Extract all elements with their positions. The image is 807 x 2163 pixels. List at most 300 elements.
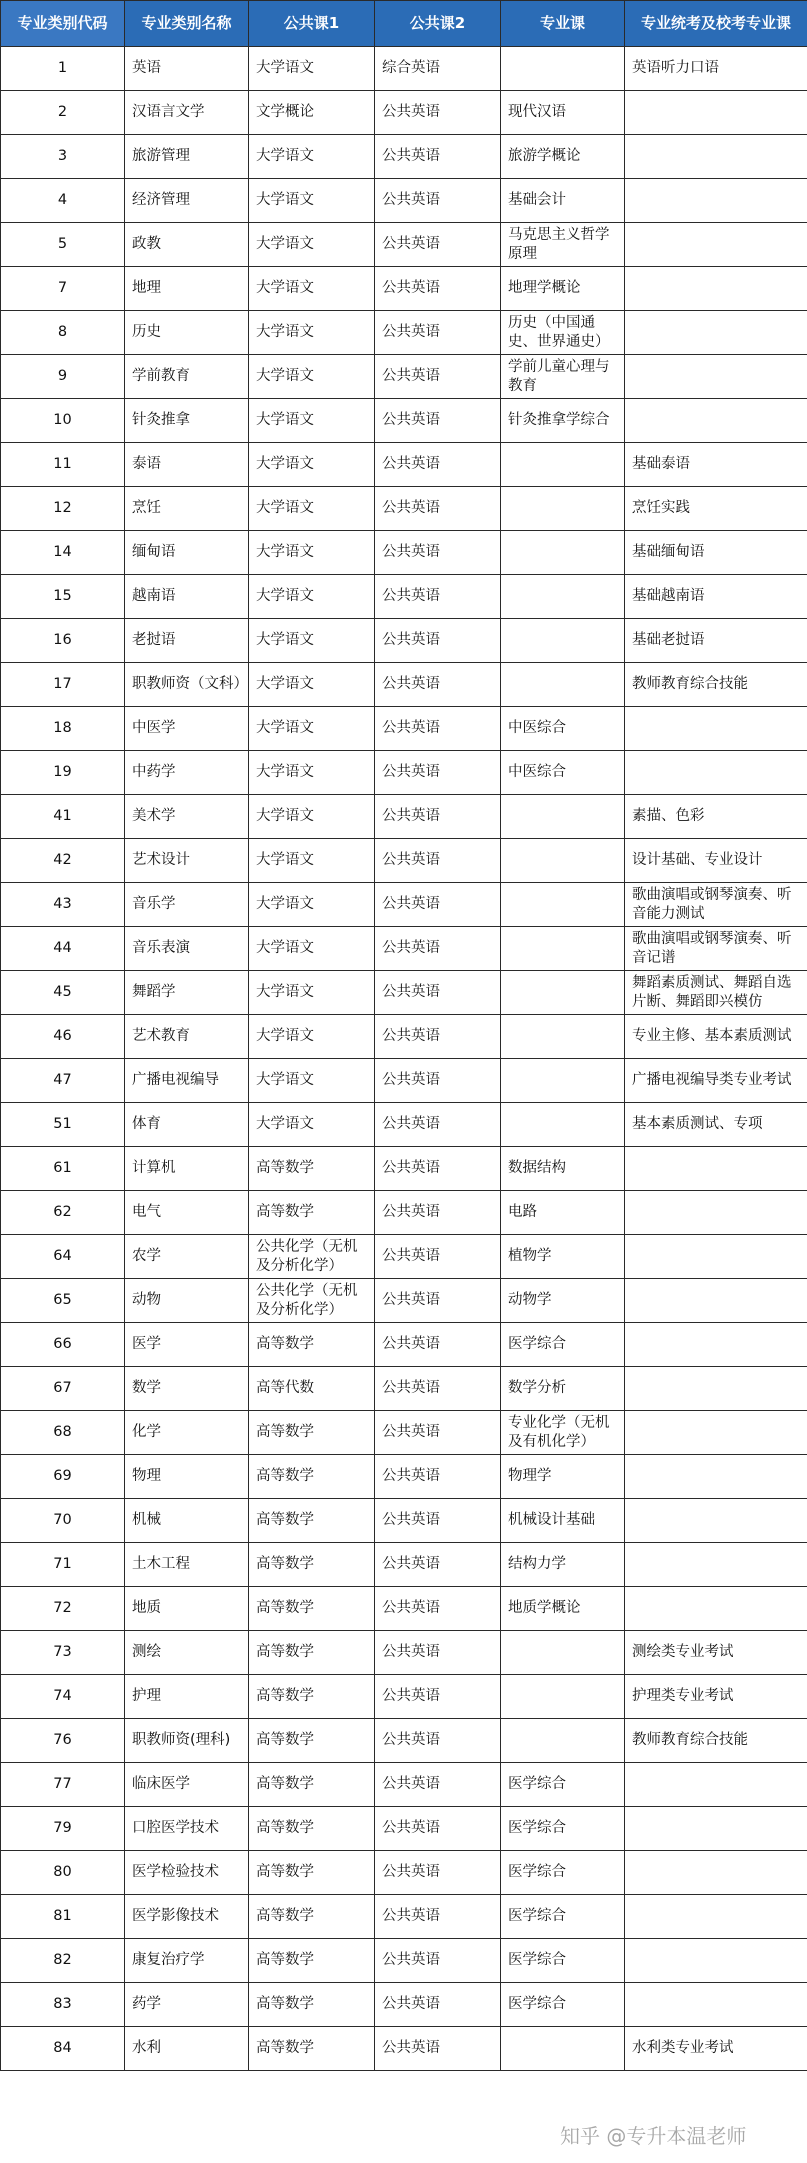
cell-public-2: 公共英语 xyxy=(375,91,501,135)
cell-code: 73 xyxy=(1,1631,125,1675)
cell-name: 地质 xyxy=(125,1587,249,1631)
cell-public-2: 公共英语 xyxy=(375,883,501,927)
cell-public-1: 高等数学 xyxy=(249,1939,375,1983)
cell-name: 烹饪 xyxy=(125,487,249,531)
cell-public-2: 公共英语 xyxy=(375,399,501,443)
header-unified-exam-course: 专业统考及校考专业课 xyxy=(625,1,807,47)
table-row xyxy=(1,1367,807,1411)
table-row xyxy=(1,1235,807,1279)
table-row xyxy=(1,1543,807,1587)
table-row xyxy=(1,2027,807,2071)
cell-name: 美术学 xyxy=(125,795,249,839)
cell-major-course: 数学分析 xyxy=(501,1367,625,1411)
cell-major-course xyxy=(501,1059,625,1103)
cell-major-course: 医学综合 xyxy=(501,1939,625,1983)
cell-public-1: 高等代数 xyxy=(249,1367,375,1411)
table-row xyxy=(1,1147,807,1191)
cell-code: 11 xyxy=(1,443,125,487)
table-row xyxy=(1,311,807,355)
cell-major-course: 基础会计 xyxy=(501,179,625,223)
cell-public-2: 公共英语 xyxy=(375,1235,501,1279)
cell-public-1: 高等数学 xyxy=(249,1455,375,1499)
cell-code: 69 xyxy=(1,1455,125,1499)
cell-code: 4 xyxy=(1,179,125,223)
table-header xyxy=(1,1,807,47)
header-major-course: 专业课 xyxy=(501,1,625,47)
cell-code: 77 xyxy=(1,1763,125,1807)
cell-public-1: 大学语文 xyxy=(249,135,375,179)
cell-name: 医学检验技术 xyxy=(125,1851,249,1895)
cell-major-course: 物理学 xyxy=(501,1455,625,1499)
cell-name: 康复治疗学 xyxy=(125,1939,249,1983)
cell-name: 机械 xyxy=(125,1499,249,1543)
cell-public-1: 公共化学（无机及分析化学） xyxy=(249,1279,375,1323)
cell-name: 政教 xyxy=(125,223,249,267)
table-row xyxy=(1,1939,807,1983)
cell-name: 土木工程 xyxy=(125,1543,249,1587)
table-body xyxy=(1,47,807,2071)
cell-unified-exam: 基础泰语 xyxy=(625,443,807,487)
cell-public-1: 高等数学 xyxy=(249,1807,375,1851)
cell-code: 61 xyxy=(1,1147,125,1191)
cell-major-course: 医学综合 xyxy=(501,1323,625,1367)
cell-public-1: 大学语文 xyxy=(249,267,375,311)
cell-major-course: 马克思主义哲学原理 xyxy=(501,223,625,267)
cell-code: 7 xyxy=(1,267,125,311)
cell-public-2: 公共英语 xyxy=(375,575,501,619)
table-row xyxy=(1,575,807,619)
cell-unified-exam xyxy=(625,1147,807,1191)
cell-unified-exam xyxy=(625,1367,807,1411)
cell-major-course xyxy=(501,839,625,883)
cell-public-1: 大学语文 xyxy=(249,223,375,267)
cell-public-1: 大学语文 xyxy=(249,1059,375,1103)
cell-code: 74 xyxy=(1,1675,125,1719)
cell-code: 83 xyxy=(1,1983,125,2027)
cell-major-course xyxy=(501,531,625,575)
cell-unified-exam xyxy=(625,399,807,443)
table-row xyxy=(1,1851,807,1895)
cell-unified-exam xyxy=(625,1279,807,1323)
cell-public-1: 高等数学 xyxy=(249,1851,375,1895)
table-row xyxy=(1,751,807,795)
cell-major-course xyxy=(501,1631,625,1675)
cell-public-2: 公共英语 xyxy=(375,751,501,795)
cell-public-1: 高等数学 xyxy=(249,1895,375,1939)
table-row xyxy=(1,795,807,839)
cell-major-course xyxy=(501,883,625,927)
cell-public-2: 公共英语 xyxy=(375,1323,501,1367)
cell-name: 缅甸语 xyxy=(125,531,249,575)
cell-public-2: 公共英语 xyxy=(375,1279,501,1323)
cell-public-2: 公共英语 xyxy=(375,1455,501,1499)
table-row xyxy=(1,1455,807,1499)
cell-code: 15 xyxy=(1,575,125,619)
cell-public-1: 高等数学 xyxy=(249,1191,375,1235)
cell-major-course xyxy=(501,2027,625,2071)
table-row xyxy=(1,1763,807,1807)
cell-name: 泰语 xyxy=(125,443,249,487)
cell-public-2: 公共英语 xyxy=(375,2027,501,2071)
cell-public-1: 大学语文 xyxy=(249,751,375,795)
cell-name: 英语 xyxy=(125,47,249,91)
cell-public-2: 公共英语 xyxy=(375,1015,501,1059)
cell-code: 43 xyxy=(1,883,125,927)
cell-public-2: 公共英语 xyxy=(375,1367,501,1411)
cell-name: 音乐表演 xyxy=(125,927,249,971)
cell-unified-exam: 歌曲演唱或钢琴演奏、听音能力测试 xyxy=(625,883,807,927)
cell-code: 67 xyxy=(1,1367,125,1411)
cell-major-course xyxy=(501,1015,625,1059)
cell-major-course: 地质学概论 xyxy=(501,1587,625,1631)
cell-code: 19 xyxy=(1,751,125,795)
cell-unified-exam xyxy=(625,1587,807,1631)
cell-major-course: 地理学概论 xyxy=(501,267,625,311)
cell-public-1: 大学语文 xyxy=(249,179,375,223)
cell-major-course xyxy=(501,575,625,619)
cell-public-2: 公共英语 xyxy=(375,443,501,487)
cell-name: 职教师资(理科) xyxy=(125,1719,249,1763)
cell-public-1: 大学语文 xyxy=(249,1103,375,1147)
cell-public-1: 大学语文 xyxy=(249,795,375,839)
cell-name: 农学 xyxy=(125,1235,249,1279)
cell-unified-exam xyxy=(625,223,807,267)
cell-public-2: 公共英语 xyxy=(375,1499,501,1543)
cell-unified-exam xyxy=(625,1323,807,1367)
cell-public-1: 高等数学 xyxy=(249,2027,375,2071)
cell-public-2: 公共英语 xyxy=(375,355,501,399)
cell-public-2: 公共英语 xyxy=(375,1191,501,1235)
cell-major-course: 针灸推拿学综合 xyxy=(501,399,625,443)
cell-code: 46 xyxy=(1,1015,125,1059)
cell-public-1: 大学语文 xyxy=(249,663,375,707)
cell-unified-exam xyxy=(625,1851,807,1895)
cell-public-1: 大学语文 xyxy=(249,707,375,751)
table-row xyxy=(1,1411,807,1455)
cell-code: 1 xyxy=(1,47,125,91)
cell-public-2: 公共英语 xyxy=(375,707,501,751)
cell-name: 护理 xyxy=(125,1675,249,1719)
cell-name: 测绘 xyxy=(125,1631,249,1675)
cell-public-1: 大学语文 xyxy=(249,399,375,443)
cell-name: 体育 xyxy=(125,1103,249,1147)
header-major-code: 专业类别代码 xyxy=(1,1,125,47)
table-row xyxy=(1,135,807,179)
cell-name: 电气 xyxy=(125,1191,249,1235)
cell-name: 地理 xyxy=(125,267,249,311)
cell-unified-exam xyxy=(625,91,807,135)
table-row xyxy=(1,1279,807,1323)
cell-unified-exam: 基本素质测试、专项 xyxy=(625,1103,807,1147)
cell-unified-exam xyxy=(625,1191,807,1235)
cell-public-2: 公共英语 xyxy=(375,179,501,223)
cell-major-course xyxy=(501,971,625,1015)
cell-code: 47 xyxy=(1,1059,125,1103)
cell-code: 72 xyxy=(1,1587,125,1631)
cell-public-2: 公共英语 xyxy=(375,1543,501,1587)
cell-unified-exam: 广播电视编导类专业考试 xyxy=(625,1059,807,1103)
cell-public-2: 公共英语 xyxy=(375,795,501,839)
table-row xyxy=(1,1499,807,1543)
cell-unified-exam xyxy=(625,267,807,311)
table-row xyxy=(1,1587,807,1631)
cell-public-1: 文学概论 xyxy=(249,91,375,135)
cell-public-2: 公共英语 xyxy=(375,1411,501,1455)
cell-public-1: 大学语文 xyxy=(249,883,375,927)
table-row xyxy=(1,531,807,575)
cell-name: 化学 xyxy=(125,1411,249,1455)
cell-major-course: 现代汉语 xyxy=(501,91,625,135)
cell-code: 14 xyxy=(1,531,125,575)
cell-public-1: 大学语文 xyxy=(249,971,375,1015)
cell-unified-exam: 设计基础、专业设计 xyxy=(625,839,807,883)
table-row xyxy=(1,443,807,487)
cell-public-2: 综合英语 xyxy=(375,47,501,91)
table-row xyxy=(1,1807,807,1851)
cell-unified-exam xyxy=(625,1235,807,1279)
cell-public-2: 公共英语 xyxy=(375,1983,501,2027)
cell-major-course xyxy=(501,1675,625,1719)
cell-public-1: 大学语文 xyxy=(249,443,375,487)
table-row xyxy=(1,1719,807,1763)
cell-name: 计算机 xyxy=(125,1147,249,1191)
cell-code: 51 xyxy=(1,1103,125,1147)
cell-public-2: 公共英语 xyxy=(375,1675,501,1719)
cell-public-1: 高等数学 xyxy=(249,1983,375,2027)
cell-public-1: 公共化学（无机及分析化学） xyxy=(249,1235,375,1279)
table-row xyxy=(1,1103,807,1147)
table-row xyxy=(1,1015,807,1059)
cell-code: 12 xyxy=(1,487,125,531)
cell-public-2: 公共英语 xyxy=(375,135,501,179)
cell-unified-exam: 素描、色彩 xyxy=(625,795,807,839)
cell-unified-exam: 专业主修、基本素质测试 xyxy=(625,1015,807,1059)
cell-public-2: 公共英语 xyxy=(375,1851,501,1895)
cell-public-2: 公共英语 xyxy=(375,1631,501,1675)
cell-name: 动物 xyxy=(125,1279,249,1323)
cell-code: 70 xyxy=(1,1499,125,1543)
cell-public-2: 公共英语 xyxy=(375,1895,501,1939)
cell-code: 45 xyxy=(1,971,125,1015)
cell-public-1: 高等数学 xyxy=(249,1763,375,1807)
cell-unified-exam: 护理类专业考试 xyxy=(625,1675,807,1719)
cell-major-course: 专业化学（无机及有机化学） xyxy=(501,1411,625,1455)
cell-public-2: 公共英语 xyxy=(375,619,501,663)
cell-public-2: 公共英语 xyxy=(375,223,501,267)
cell-public-2: 公共英语 xyxy=(375,1719,501,1763)
cell-name: 职教师资（文科） xyxy=(125,663,249,707)
cell-unified-exam: 教师教育综合技能 xyxy=(625,1719,807,1763)
cell-name: 医学 xyxy=(125,1323,249,1367)
cell-major-course: 电路 xyxy=(501,1191,625,1235)
table-row xyxy=(1,663,807,707)
cell-public-1: 大学语文 xyxy=(249,1015,375,1059)
table-row xyxy=(1,179,807,223)
cell-code: 9 xyxy=(1,355,125,399)
cell-name: 旅游管理 xyxy=(125,135,249,179)
cell-public-2: 公共英语 xyxy=(375,267,501,311)
cell-unified-exam: 教师教育综合技能 xyxy=(625,663,807,707)
cell-code: 82 xyxy=(1,1939,125,1983)
cell-major-course xyxy=(501,1719,625,1763)
table-row xyxy=(1,355,807,399)
cell-major-course xyxy=(501,927,625,971)
cell-major-course: 医学综合 xyxy=(501,1895,625,1939)
cell-unified-exam xyxy=(625,1939,807,1983)
table-row xyxy=(1,47,807,91)
cell-major-course xyxy=(501,47,625,91)
cell-public-1: 大学语文 xyxy=(249,487,375,531)
cell-major-course: 医学综合 xyxy=(501,1851,625,1895)
cell-unified-exam xyxy=(625,1983,807,2027)
cell-public-1: 大学语文 xyxy=(249,311,375,355)
cell-major-course xyxy=(501,663,625,707)
cell-unified-exam xyxy=(625,179,807,223)
table-row xyxy=(1,839,807,883)
cell-unified-exam: 歌曲演唱或钢琴演奏、听音记谱 xyxy=(625,927,807,971)
cell-code: 3 xyxy=(1,135,125,179)
cell-public-1: 高等数学 xyxy=(249,1499,375,1543)
cell-public-2: 公共英语 xyxy=(375,971,501,1015)
cell-code: 79 xyxy=(1,1807,125,1851)
cell-major-course: 中医综合 xyxy=(501,707,625,751)
table-row xyxy=(1,399,807,443)
header-public-course-1: 公共课1 xyxy=(249,1,375,47)
cell-unified-exam xyxy=(625,355,807,399)
cell-public-2: 公共英语 xyxy=(375,1147,501,1191)
cell-code: 76 xyxy=(1,1719,125,1763)
cell-name: 汉语言文学 xyxy=(125,91,249,135)
cell-name: 学前教育 xyxy=(125,355,249,399)
cell-name: 音乐学 xyxy=(125,883,249,927)
cell-major-course xyxy=(501,795,625,839)
cell-code: 66 xyxy=(1,1323,125,1367)
cell-name: 医学影像技术 xyxy=(125,1895,249,1939)
cell-unified-exam xyxy=(625,1895,807,1939)
table-row xyxy=(1,1983,807,2027)
cell-name: 经济管理 xyxy=(125,179,249,223)
cell-unified-exam xyxy=(625,1411,807,1455)
cell-name: 艺术教育 xyxy=(125,1015,249,1059)
cell-public-2: 公共英语 xyxy=(375,1807,501,1851)
cell-code: 42 xyxy=(1,839,125,883)
cell-unified-exam xyxy=(625,1455,807,1499)
table-row xyxy=(1,267,807,311)
cell-unified-exam xyxy=(625,1543,807,1587)
cell-public-1: 大学语文 xyxy=(249,839,375,883)
cell-name: 中药学 xyxy=(125,751,249,795)
cell-code: 17 xyxy=(1,663,125,707)
cell-code: 80 xyxy=(1,1851,125,1895)
cell-major-course: 历史（中国通史、世界通史） xyxy=(501,311,625,355)
cell-major-course: 植物学 xyxy=(501,1235,625,1279)
cell-public-1: 大学语文 xyxy=(249,927,375,971)
cell-major-course: 医学综合 xyxy=(501,1983,625,2027)
cell-code: 44 xyxy=(1,927,125,971)
cell-unified-exam: 水利类专业考试 xyxy=(625,2027,807,2071)
cell-public-1: 大学语文 xyxy=(249,619,375,663)
cell-name: 历史 xyxy=(125,311,249,355)
cell-public-1: 高等数学 xyxy=(249,1675,375,1719)
cell-public-2: 公共英语 xyxy=(375,1587,501,1631)
header-major-name: 专业类别名称 xyxy=(125,1,249,47)
cell-major-course: 结构力学 xyxy=(501,1543,625,1587)
cell-major-course: 动物学 xyxy=(501,1279,625,1323)
cell-name: 广播电视编导 xyxy=(125,1059,249,1103)
cell-major-course: 学前儿童心理与教育 xyxy=(501,355,625,399)
cell-code: 5 xyxy=(1,223,125,267)
cell-public-1: 高等数学 xyxy=(249,1631,375,1675)
cell-unified-exam xyxy=(625,1499,807,1543)
cell-unified-exam xyxy=(625,1763,807,1807)
cell-public-1: 高等数学 xyxy=(249,1411,375,1455)
cell-code: 18 xyxy=(1,707,125,751)
cell-public-1: 大学语文 xyxy=(249,531,375,575)
cell-name: 老挝语 xyxy=(125,619,249,663)
cell-public-2: 公共英语 xyxy=(375,311,501,355)
cell-public-2: 公共英语 xyxy=(375,1939,501,1983)
table-row xyxy=(1,223,807,267)
cell-unified-exam: 烹饪实践 xyxy=(625,487,807,531)
cell-public-2: 公共英语 xyxy=(375,1763,501,1807)
cell-major-course: 中医综合 xyxy=(501,751,625,795)
cell-public-1: 大学语文 xyxy=(249,355,375,399)
watermark: 知乎 @专升本温老师 xyxy=(560,2124,747,2148)
cell-name: 针灸推拿 xyxy=(125,399,249,443)
cell-major-course xyxy=(501,487,625,531)
cell-code: 41 xyxy=(1,795,125,839)
cell-code: 2 xyxy=(1,91,125,135)
cell-public-1: 高等数学 xyxy=(249,1323,375,1367)
cell-name: 数学 xyxy=(125,1367,249,1411)
cell-major-course: 旅游学概论 xyxy=(501,135,625,179)
table-row xyxy=(1,707,807,751)
table-row xyxy=(1,1059,807,1103)
cell-code: 65 xyxy=(1,1279,125,1323)
table-row xyxy=(1,1675,807,1719)
cell-code: 64 xyxy=(1,1235,125,1279)
cell-public-1: 大学语文 xyxy=(249,47,375,91)
cell-public-1: 高等数学 xyxy=(249,1719,375,1763)
cell-public-2: 公共英语 xyxy=(375,1103,501,1147)
cell-unified-exam xyxy=(625,135,807,179)
cell-public-2: 公共英语 xyxy=(375,927,501,971)
cell-name: 舞蹈学 xyxy=(125,971,249,1015)
cell-major-course: 医学综合 xyxy=(501,1807,625,1851)
cell-name: 水利 xyxy=(125,2027,249,2071)
cell-unified-exam: 舞蹈素质测试、舞蹈自选片断、舞蹈即兴模仿 xyxy=(625,971,807,1015)
cell-code: 8 xyxy=(1,311,125,355)
cell-public-2: 公共英语 xyxy=(375,531,501,575)
cell-unified-exam: 基础老挝语 xyxy=(625,619,807,663)
cell-name: 越南语 xyxy=(125,575,249,619)
cell-public-2: 公共英语 xyxy=(375,839,501,883)
cell-code: 84 xyxy=(1,2027,125,2071)
table-row xyxy=(1,487,807,531)
cell-major-course xyxy=(501,443,625,487)
table-row xyxy=(1,927,807,971)
cell-unified-exam: 基础越南语 xyxy=(625,575,807,619)
cell-public-2: 公共英语 xyxy=(375,1059,501,1103)
cell-name: 中医学 xyxy=(125,707,249,751)
table-row xyxy=(1,1895,807,1939)
cell-major-course: 数据结构 xyxy=(501,1147,625,1191)
cell-public-2: 公共英语 xyxy=(375,663,501,707)
cell-code: 10 xyxy=(1,399,125,443)
table-row xyxy=(1,619,807,663)
table-row xyxy=(1,1631,807,1675)
cell-public-1: 高等数学 xyxy=(249,1587,375,1631)
